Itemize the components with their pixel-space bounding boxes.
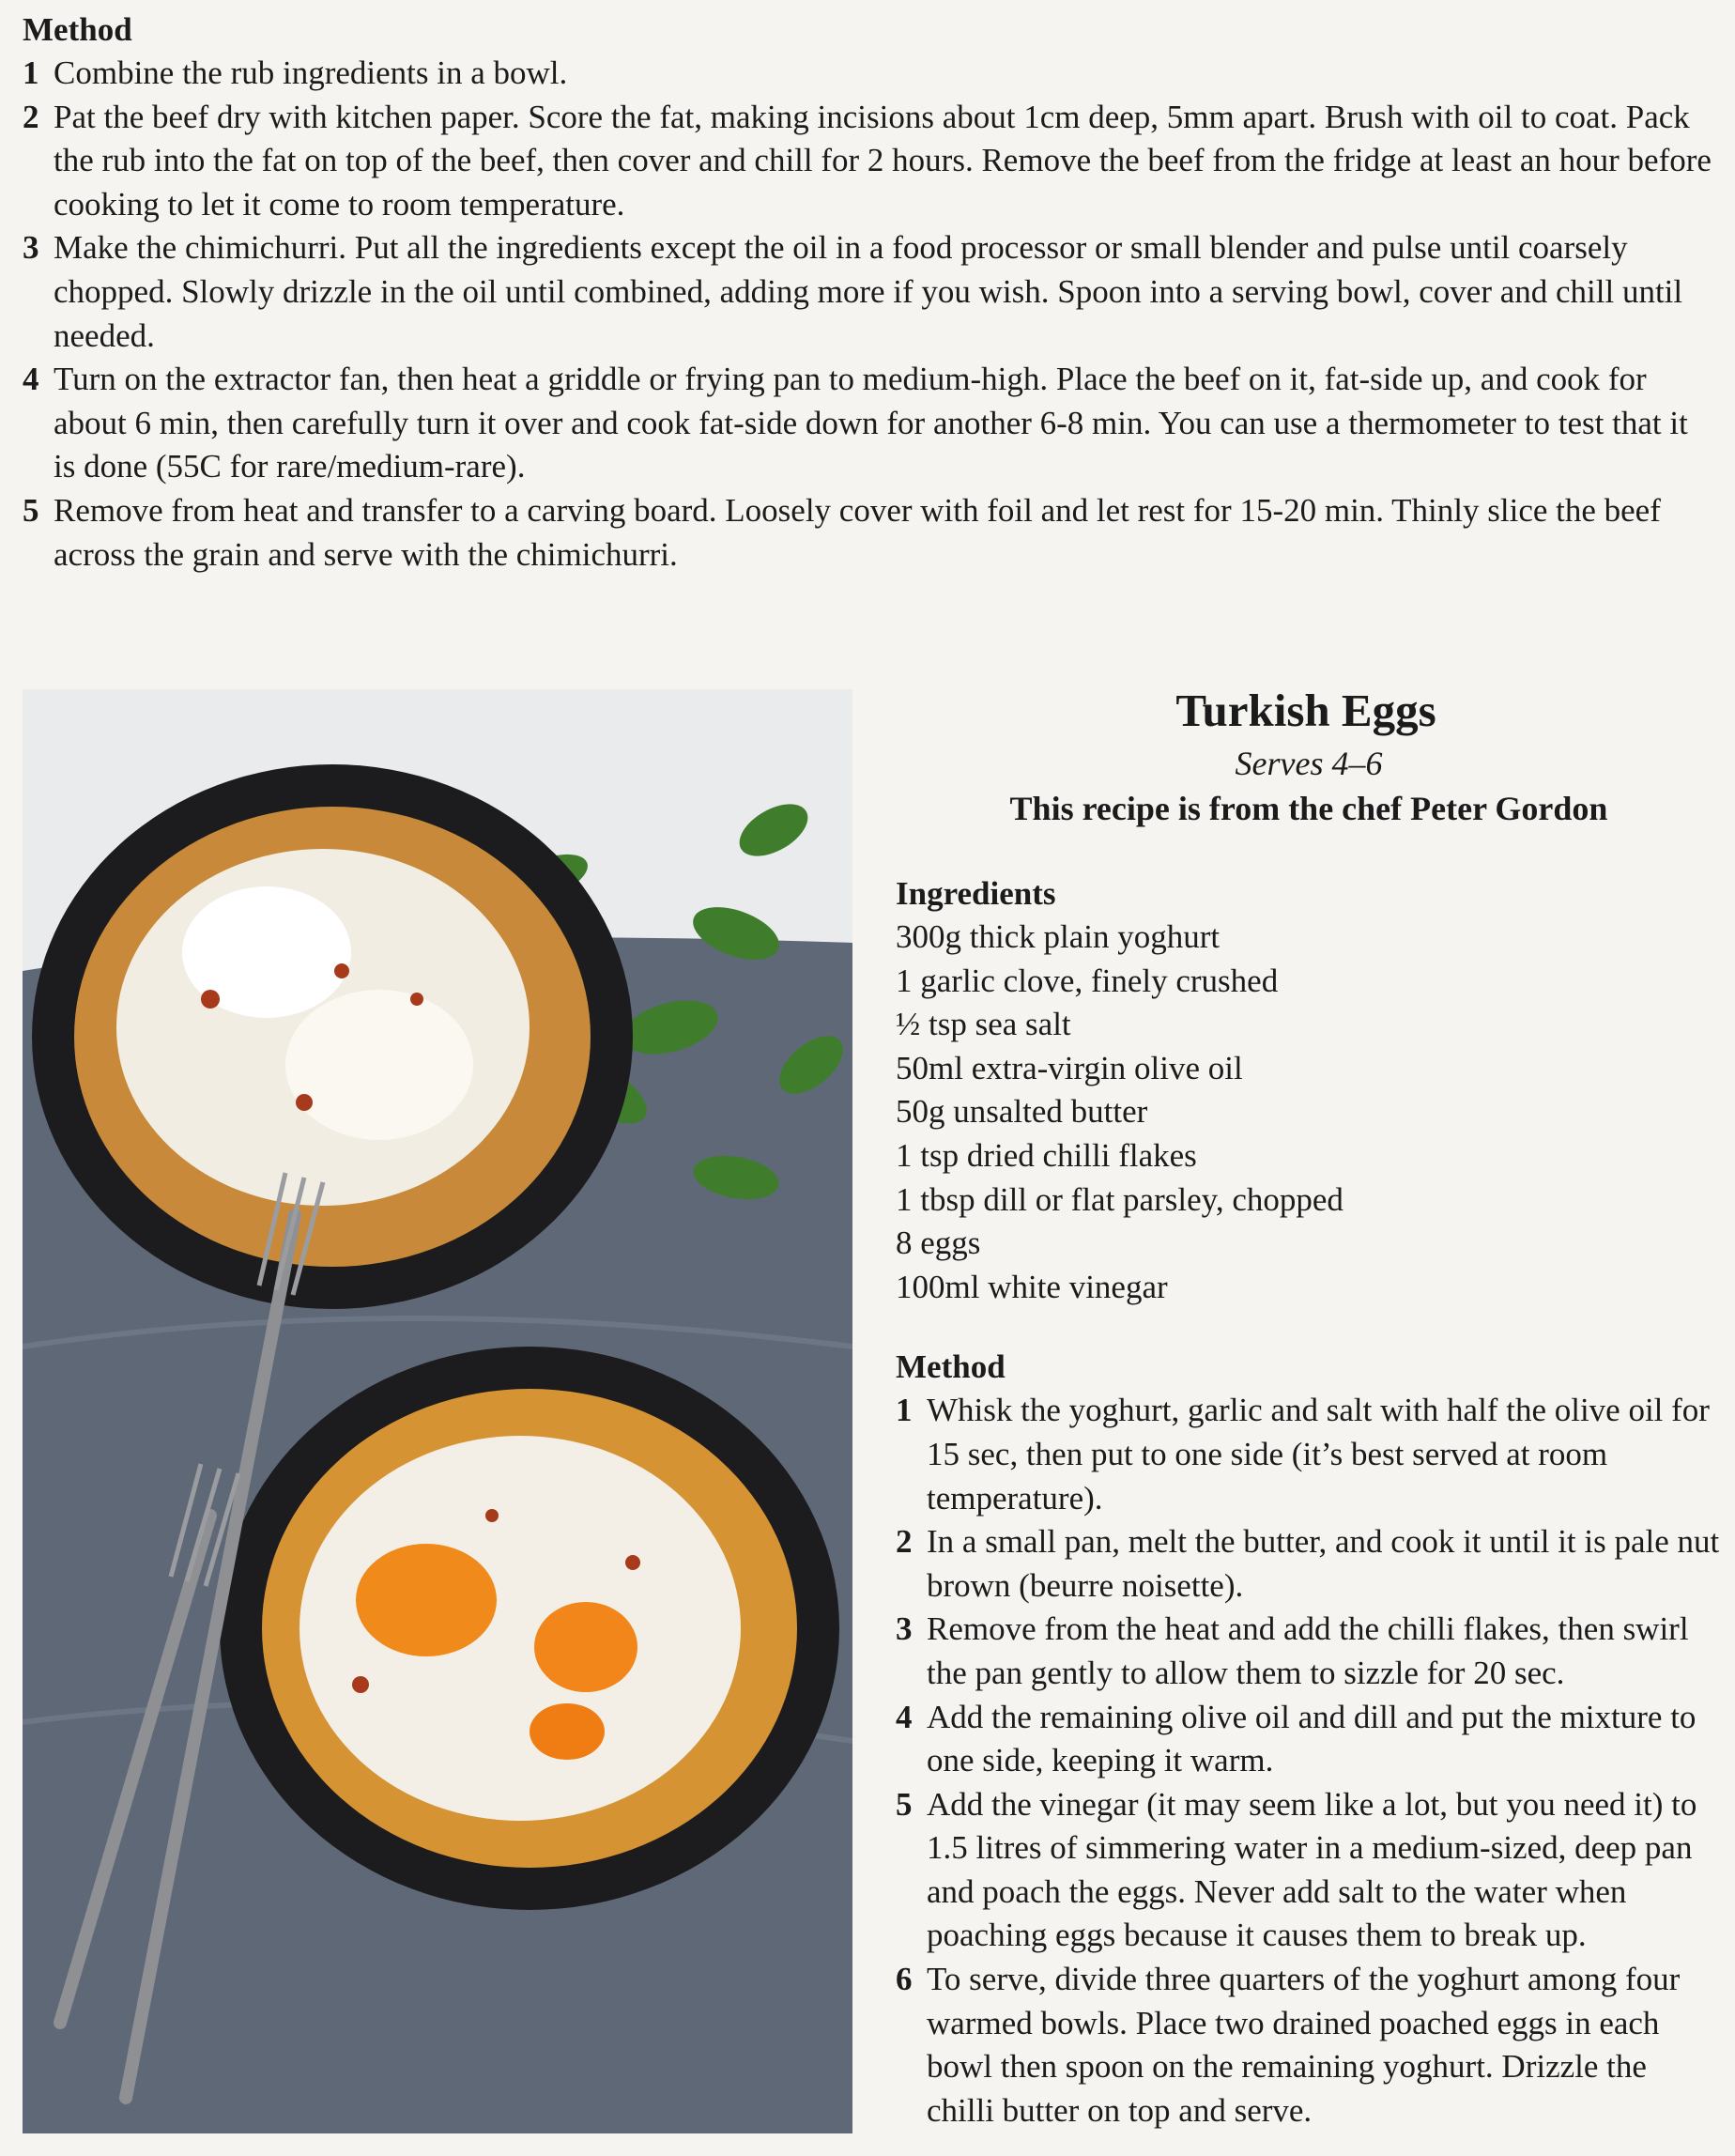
turkish-eggs-recipe	[896, 680, 1722, 2133]
beef-method-steps	[23, 52, 1712, 577]
step-number: 3	[896, 1610, 913, 1648]
turkish-eggs-photo	[23, 689, 852, 2133]
bowl-top	[32, 764, 633, 1309]
step-text: Add the vinegar (it may seem like a lot, but you need it) to 1.5 litres of simmering water in a medium-sized, deep pan and poach the eggs. Never add salt to the water when poaching eggs because it causes them to break up.	[927, 1785, 1697, 1954]
method-step	[896, 1958, 1722, 2133]
method-step	[23, 52, 1712, 96]
step-text: Combine the rub ingredients in a bowl.	[54, 54, 568, 91]
step-number: 5	[23, 491, 39, 529]
ingredient-item: 100ml white vinegar	[896, 1268, 1168, 1305]
method-step	[23, 226, 1712, 358]
ingredient-item: 50ml extra-virgin olive oil	[896, 1049, 1243, 1086]
ingredient-item: 50g unsalted butter	[896, 1093, 1148, 1131]
step-text: In a small pan, melt the butter, and cook it until it is pale nut brown (beurre noisette).	[927, 1523, 1720, 1604]
method-step	[896, 1783, 1722, 1958]
beef-method-heading: Method	[23, 11, 132, 48]
method-step	[896, 1608, 1722, 1695]
step-number: 3	[23, 229, 39, 267]
recipe-title: Turkish Eggs	[1175, 685, 1436, 736]
step-text: Add the remaining olive oil and dill and put the mixture to one side, keeping it warm.	[927, 1698, 1697, 1779]
eggs-method-heading: Method	[896, 1348, 1006, 1386]
step-text: Pat the beef dry with kitchen paper. Score the fat, making incisions about 1cm deep, 5mm apart. Brush with oil to coat. Pack the rub into the fat on top of the beef, then cover and chill for 2 hours. Remove the beef from the fridge at least an hour before cooking to let it come to room temperature.	[54, 98, 1712, 223]
recipe-credit: This recipe is from the chef Peter Gordon	[1009, 790, 1608, 827]
step-text: Whisk the yoghurt, garlic and salt with half the olive oil for 15 sec, then put to one side (it’s best served at room temperature).	[927, 1392, 1710, 1517]
ingredient-item: 300g thick plain yoghurt	[896, 918, 1221, 955]
step-number: 4	[896, 1698, 913, 1735]
step-text: To serve, divide three quarters of the yoghurt among four warmed bowls. Place two drained poached eggs in each bowl then spoon on the remaining yoghurt. Drizzle the chilli butter on top and serve.	[927, 1961, 1681, 2129]
method-step	[896, 1389, 1722, 1520]
food-illustration	[23, 689, 852, 2133]
step-number: 2	[23, 98, 39, 135]
ingredient-item: 1 tsp dried chilli flakes	[896, 1136, 1197, 1174]
step-text: Turn on the extractor fan, then heat a griddle or frying pan to medium-high. Place the beef on it, fat-side up, and cook for about 6 min, then carefully turn it over and cook fat-side down for another 6-8 min. You can use a thermometer to test that it is done (55C for rare/medium-rare).	[54, 361, 1688, 485]
ingredients-heading: Ingredients	[896, 875, 1056, 912]
method-step	[896, 1520, 1722, 1608]
step-text: Make the chimichurri. Put all the ingredients except the oil in a food processor or small blender and pulse until coarsely chopped. Slowly drizzle in the oil until combined, adding more if you wish. Spoon into a serving bowl, cover and chill until needed.	[54, 229, 1683, 354]
recipe-serves: Serves 4–6	[1235, 745, 1383, 782]
eggs-method-steps	[896, 1389, 1722, 2133]
step-text: Remove from the heat and add the chilli flakes, then swirl the pan gently to allow them to sizzle for 20 sec.	[927, 1610, 1689, 1691]
bowl-bottom	[220, 1347, 839, 1910]
beef-method-section	[23, 8, 1712, 577]
step-number: 2	[896, 1523, 913, 1561]
step-text: Remove from heat and transfer to a carving board. Loosely cover with foil and let rest for 15-20 min. Thinly slice the beef across the grain and serve with the chimichurri.	[54, 491, 1661, 573]
step-number: 1	[896, 1392, 913, 1429]
ingredient-item: 1 garlic clove, finely crushed	[896, 962, 1279, 999]
step-number: 6	[896, 1961, 913, 1998]
method-step	[23, 96, 1712, 227]
ingredient-item: 1 tbsp dill or flat parsley, chopped	[896, 1180, 1343, 1218]
method-step	[23, 489, 1712, 577]
ingredient-item: ½ tsp sea salt	[896, 1006, 1071, 1043]
ingredient-item: 8 eggs	[896, 1224, 981, 1262]
method-step	[23, 358, 1712, 489]
step-number: 1	[23, 54, 39, 91]
ingredients-list	[896, 916, 1722, 1309]
step-number: 5	[896, 1785, 913, 1823]
step-number: 4	[23, 361, 39, 398]
method-step	[896, 1696, 1722, 1783]
